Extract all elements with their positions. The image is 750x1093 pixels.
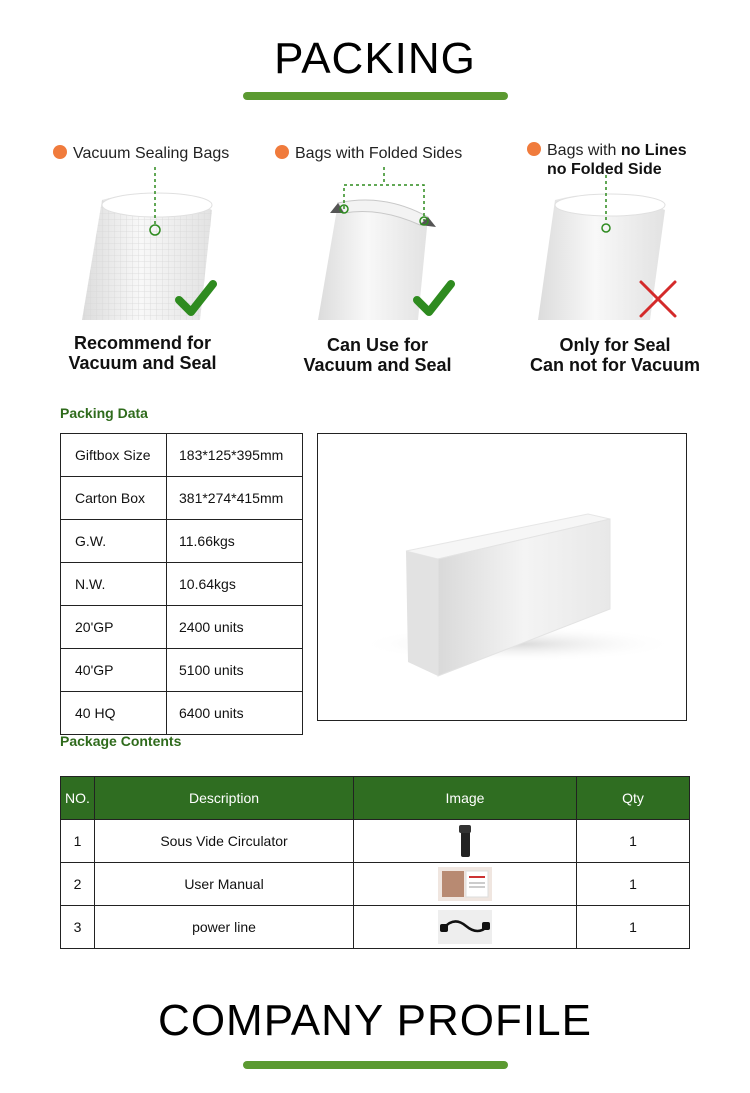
- check-icon: [175, 278, 217, 320]
- table-header-row: [61, 777, 690, 820]
- manual-icon: [438, 867, 492, 901]
- table-row: Giftbox Size 183*125*395mm: [61, 434, 303, 477]
- packing-heading: PACKING: [274, 34, 476, 83]
- bullet-dot-icon: [275, 145, 289, 159]
- packing-heading-underline: [243, 92, 508, 100]
- company-profile-heading: COMPANY PROFILE: [158, 996, 592, 1045]
- bag-3-label: Bags with no Lines no Folded Side: [527, 141, 687, 179]
- table-row: G.W. 11.66kgs: [61, 520, 303, 563]
- table-row: 40'GP 5100 units: [61, 649, 303, 692]
- package-contents-title: Package Contents: [60, 733, 182, 749]
- giftbox-image-frame: [317, 433, 687, 721]
- cross-icon: [637, 278, 679, 320]
- circulator-icon: [457, 823, 473, 859]
- giftbox-illustration: [318, 434, 686, 720]
- packing-data-table: [60, 433, 303, 735]
- bullet-dot-icon: [527, 142, 541, 156]
- bag-2-caption: Can Use for Vacuum and Seal: [303, 335, 452, 375]
- power-cord-icon: [438, 910, 492, 944]
- header-image: Image: [354, 777, 577, 820]
- table-row: 20'GP 2400 units: [61, 606, 303, 649]
- table-row: N.W. 10.64kgs: [61, 563, 303, 606]
- bag-3-caption: Only for Seal Can not for Vacuum: [529, 335, 700, 375]
- table-row: 1 Sous Vide Circulator 1: [61, 820, 690, 863]
- table-row: 40 HQ 6400 units: [61, 692, 303, 735]
- header-no: NO.: [61, 777, 95, 820]
- bag-1-caption: Recommend for Vacuum and Seal: [68, 333, 217, 373]
- check-icon: [413, 278, 455, 320]
- table-row: Carton Box 381*274*415mm: [61, 477, 303, 520]
- packing-data-title: Packing Data: [60, 405, 148, 421]
- table-row: 2 User Manual 1: [61, 863, 690, 906]
- table-row: 3 power line 1: [61, 906, 690, 949]
- bag-2-label: Bags with Folded Sides: [275, 144, 462, 163]
- bag-1-label: Vacuum Sealing Bags: [53, 144, 229, 163]
- bullet-dot-icon: [53, 145, 67, 159]
- package-contents-table: [60, 776, 690, 949]
- header-description: Description: [95, 777, 354, 820]
- header-qty: Qty: [577, 777, 690, 820]
- company-profile-heading-underline: [243, 1061, 508, 1069]
